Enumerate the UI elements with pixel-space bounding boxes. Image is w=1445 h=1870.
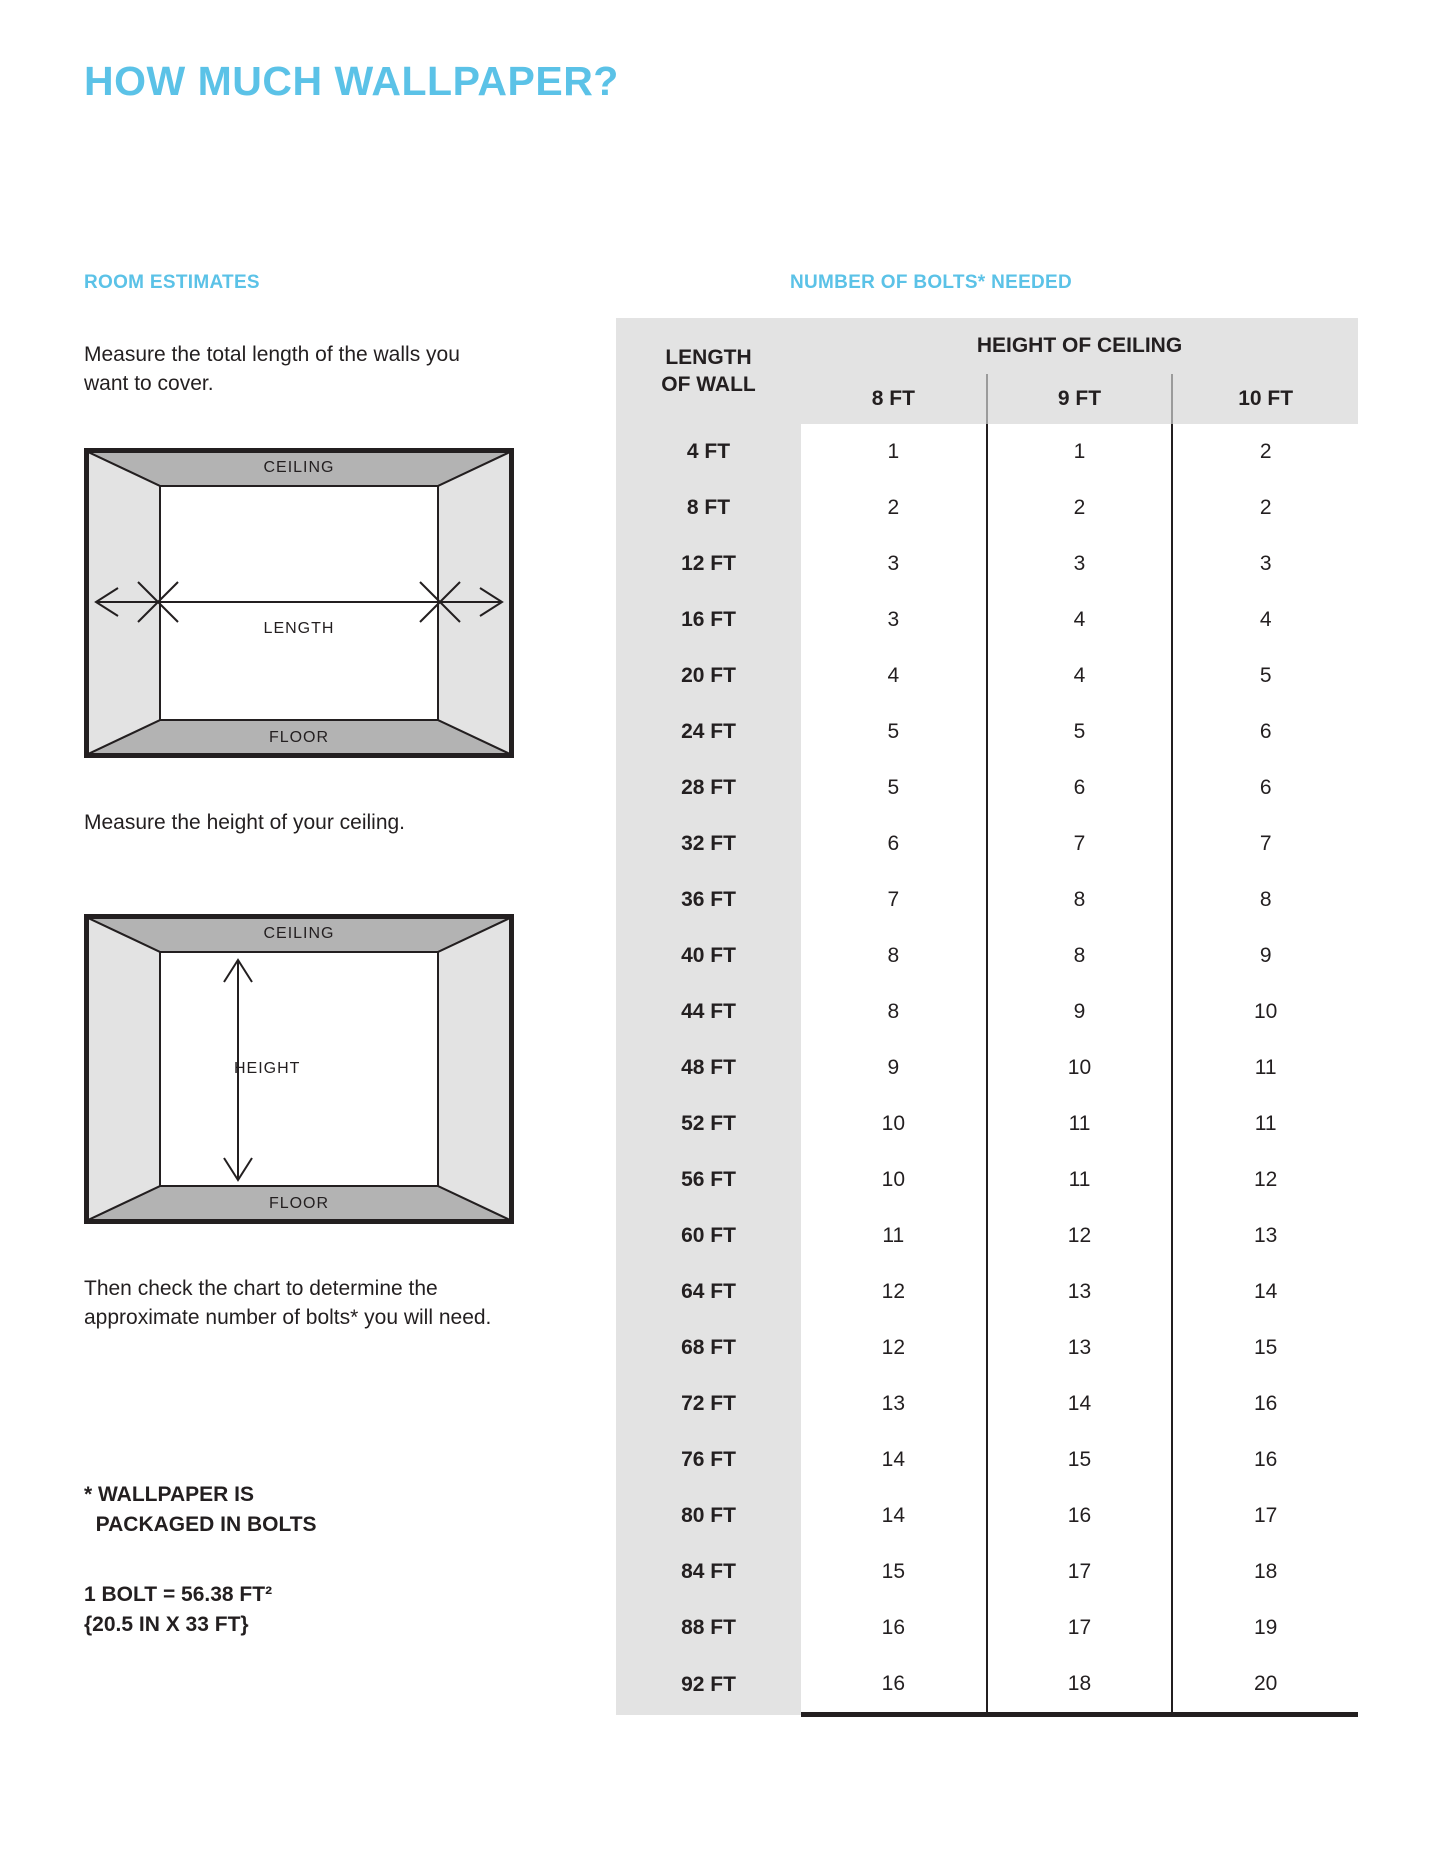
bolts-cell: 10 <box>987 1040 1173 1096</box>
bolts-cell: 8 <box>987 872 1173 928</box>
bolts-cell: 13 <box>1172 1208 1358 1264</box>
bolts-cell: 10 <box>1172 984 1358 1040</box>
table-row <box>616 1320 1358 1376</box>
row-label-length: 16 FT <box>616 592 801 648</box>
bolts-cell: 15 <box>987 1432 1173 1488</box>
bolts-table-body <box>616 424 1358 1715</box>
bolts-cell: 19 <box>1172 1600 1358 1656</box>
row-label-length: 72 FT <box>616 1376 801 1432</box>
bolts-cell: 8 <box>987 928 1173 984</box>
column-header-8ft: 8 FT <box>801 374 987 424</box>
bolts-cell: 13 <box>987 1320 1173 1376</box>
table-row <box>616 1152 1358 1208</box>
bolts-cell: 9 <box>887 1056 900 1079</box>
bolts-table-head <box>616 318 1358 424</box>
bolts-cell: 5 <box>887 720 900 743</box>
table-row <box>616 1040 1358 1096</box>
bolts-cell: 20 <box>1172 1656 1358 1715</box>
bolts-cell: 16 <box>1172 1376 1358 1432</box>
bolts-cell: 15 <box>881 1560 905 1583</box>
bolts-cell: 18 <box>1172 1544 1358 1600</box>
table-row <box>616 1600 1358 1656</box>
row-label-length: 40 FT <box>616 928 801 984</box>
row-label-length: 84 FT <box>616 1544 801 1600</box>
bolts-cell: 9 <box>987 984 1173 1040</box>
length-of-wall-header: LENGTH OF WALL <box>616 318 801 424</box>
row-label-length: 28 FT <box>616 760 801 816</box>
bolts-cell: 9 <box>1172 928 1358 984</box>
bolts-cell: 16 <box>801 1656 987 1715</box>
floor-label: FLOOR <box>268 729 330 746</box>
table-row <box>616 1376 1358 1432</box>
ceiling-label: CEILING <box>263 925 335 942</box>
row-label-length: 8 FT <box>616 480 801 536</box>
bolts-cell: 4 <box>1172 592 1358 648</box>
bolts-cell: 8 <box>1172 872 1358 928</box>
bolts-cell: 14 <box>881 1448 905 1471</box>
table-row <box>616 704 1358 760</box>
table-row <box>616 1264 1358 1320</box>
row-label-length: 92 FT <box>616 1656 801 1715</box>
table-row <box>616 1096 1358 1152</box>
table-row <box>616 1656 1358 1715</box>
table-row <box>616 1208 1358 1264</box>
table-row <box>616 480 1358 536</box>
row-label-length: 68 FT <box>616 1320 801 1376</box>
table-row <box>616 648 1358 704</box>
bolts-table-container <box>616 318 1358 1717</box>
row-label-length: 44 FT <box>616 984 801 1040</box>
row-label-length: 32 FT <box>616 816 801 872</box>
bolts-cell: 16 <box>987 1488 1173 1544</box>
row-label-length: 76 FT <box>616 1432 801 1488</box>
bolts-footnote <box>84 1480 484 1540</box>
row-label-length: 20 FT <box>616 648 801 704</box>
bolts-cell: 15 <box>1172 1320 1358 1376</box>
page-title: HOW MUCH WALLPAPER? <box>84 58 619 104</box>
bolts-cell: 2 <box>987 480 1173 536</box>
bolts-cell: 4 <box>887 664 900 687</box>
bolts-cell: 7 <box>987 816 1173 872</box>
bolts-cell: 6 <box>1172 704 1358 760</box>
bolts-cell: 3 <box>1172 536 1358 592</box>
table-row <box>616 984 1358 1040</box>
bolts-cell: 12 <box>881 1336 905 1359</box>
bolts-cell: 8 <box>887 944 900 967</box>
bolts-cell: 14 <box>1172 1264 1358 1320</box>
bolts-cell: 14 <box>881 1504 905 1527</box>
bolts-cell: 4 <box>987 648 1173 704</box>
bolts-cell: 6 <box>1172 760 1358 816</box>
bolts-cell: 13 <box>881 1392 905 1415</box>
length-dimension-label: LENGTH <box>263 620 335 637</box>
bolts-cell: 3 <box>887 552 900 575</box>
bolt-size-note <box>84 1580 484 1640</box>
row-label-length: 12 FT <box>616 536 801 592</box>
bolts-cell: 16 <box>1172 1432 1358 1488</box>
bolts-cell: 5 <box>887 776 900 799</box>
bolts-cell: 17 <box>987 1544 1173 1600</box>
table-row <box>616 592 1358 648</box>
row-label-length: 64 FT <box>616 1264 801 1320</box>
ceiling-label: CEILING <box>263 459 335 476</box>
height-room-diagram <box>84 914 514 1224</box>
bolts-cell: 7 <box>887 888 900 911</box>
table-header-row-1 <box>616 318 1358 374</box>
bolts-table <box>616 318 1358 1717</box>
bolts-cell: 10 <box>881 1168 905 1191</box>
row-label-length: 36 FT <box>616 872 801 928</box>
bolts-cell: 7 <box>1172 816 1358 872</box>
table-row <box>616 816 1358 872</box>
bolts-cell: 11 <box>1172 1096 1358 1152</box>
table-row <box>616 424 1358 480</box>
table-row <box>616 536 1358 592</box>
row-label-length: 88 FT <box>616 1600 801 1656</box>
bolts-cell: 5 <box>987 704 1173 760</box>
table-row <box>616 1488 1358 1544</box>
bolts-cell: 2 <box>1172 424 1358 480</box>
bolts-cell: 11 <box>1172 1040 1358 1096</box>
instruction-step-3: Then check the chart to determine the approximate number of bolts* you will need. <box>84 1277 492 1329</box>
bolts-cell: 13 <box>987 1264 1173 1320</box>
bolts-cell: 8 <box>887 1000 900 1023</box>
bolts-cell: 2 <box>887 496 900 519</box>
row-label-length: 56 FT <box>616 1152 801 1208</box>
row-label-length: 80 FT <box>616 1488 801 1544</box>
bolts-footnote-line1: * WALLPAPER IS PACKAGED IN BOLTS <box>84 1483 317 1536</box>
bolts-cell: 3 <box>987 536 1173 592</box>
bolts-cell: 12 <box>881 1280 905 1303</box>
bolts-cell: 14 <box>987 1376 1173 1432</box>
floor-label: FLOOR <box>268 1195 330 1212</box>
row-label-length: 48 FT <box>616 1040 801 1096</box>
bolts-cell: 12 <box>987 1208 1173 1264</box>
table-row <box>616 1544 1358 1600</box>
height-dimension-label: HEIGHT <box>234 1060 301 1077</box>
bolts-cell: 17 <box>987 1600 1173 1656</box>
bolts-cell: 1 <box>887 440 900 463</box>
bolts-cell: 10 <box>881 1112 905 1135</box>
bolts-cell: 2 <box>1172 480 1358 536</box>
column-header-10ft: 10 FT <box>1172 374 1358 424</box>
bolts-cell: 6 <box>887 832 900 855</box>
bolts-cell: 11 <box>987 1096 1173 1152</box>
bolts-cell: 18 <box>987 1656 1173 1715</box>
row-label-length: 52 FT <box>616 1096 801 1152</box>
bolts-cell: 4 <box>987 592 1173 648</box>
row-label-length: 60 FT <box>616 1208 801 1264</box>
instruction-step-1: Measure the total length of the walls you want to cover. <box>84 343 460 395</box>
bolt-size-note-line: 1 BOLT = 56.38 FT² {20.5 IN X 33 FT} <box>84 1583 273 1636</box>
row-label-length: 4 FT <box>616 424 801 480</box>
bolts-cell: 11 <box>882 1224 905 1247</box>
instruction-step-2: Measure the height of your ceiling. <box>84 811 406 834</box>
bolts-cell: 3 <box>887 608 900 631</box>
length-room-diagram <box>84 448 514 758</box>
bolts-cell: 5 <box>1172 648 1358 704</box>
bolts-cell: 12 <box>1172 1152 1358 1208</box>
bolts-cell: 16 <box>881 1616 905 1639</box>
bolts-cell: 17 <box>1172 1488 1358 1544</box>
table-row <box>616 1432 1358 1488</box>
height-of-ceiling-header: HEIGHT OF CEILING <box>801 318 1358 374</box>
bolts-needed-heading: NUMBER OF BOLTS* NEEDED <box>790 272 1073 293</box>
room-estimates-heading: ROOM ESTIMATES <box>84 272 260 293</box>
table-row <box>616 760 1358 816</box>
table-row <box>616 928 1358 984</box>
bolts-cell: 6 <box>987 760 1173 816</box>
column-header-9ft: 9 FT <box>987 374 1173 424</box>
row-label-length: 24 FT <box>616 704 801 760</box>
room-perspective-lines <box>88 452 510 754</box>
bolts-cell: 11 <box>987 1152 1173 1208</box>
table-row <box>616 872 1358 928</box>
bolts-cell: 1 <box>987 424 1173 480</box>
